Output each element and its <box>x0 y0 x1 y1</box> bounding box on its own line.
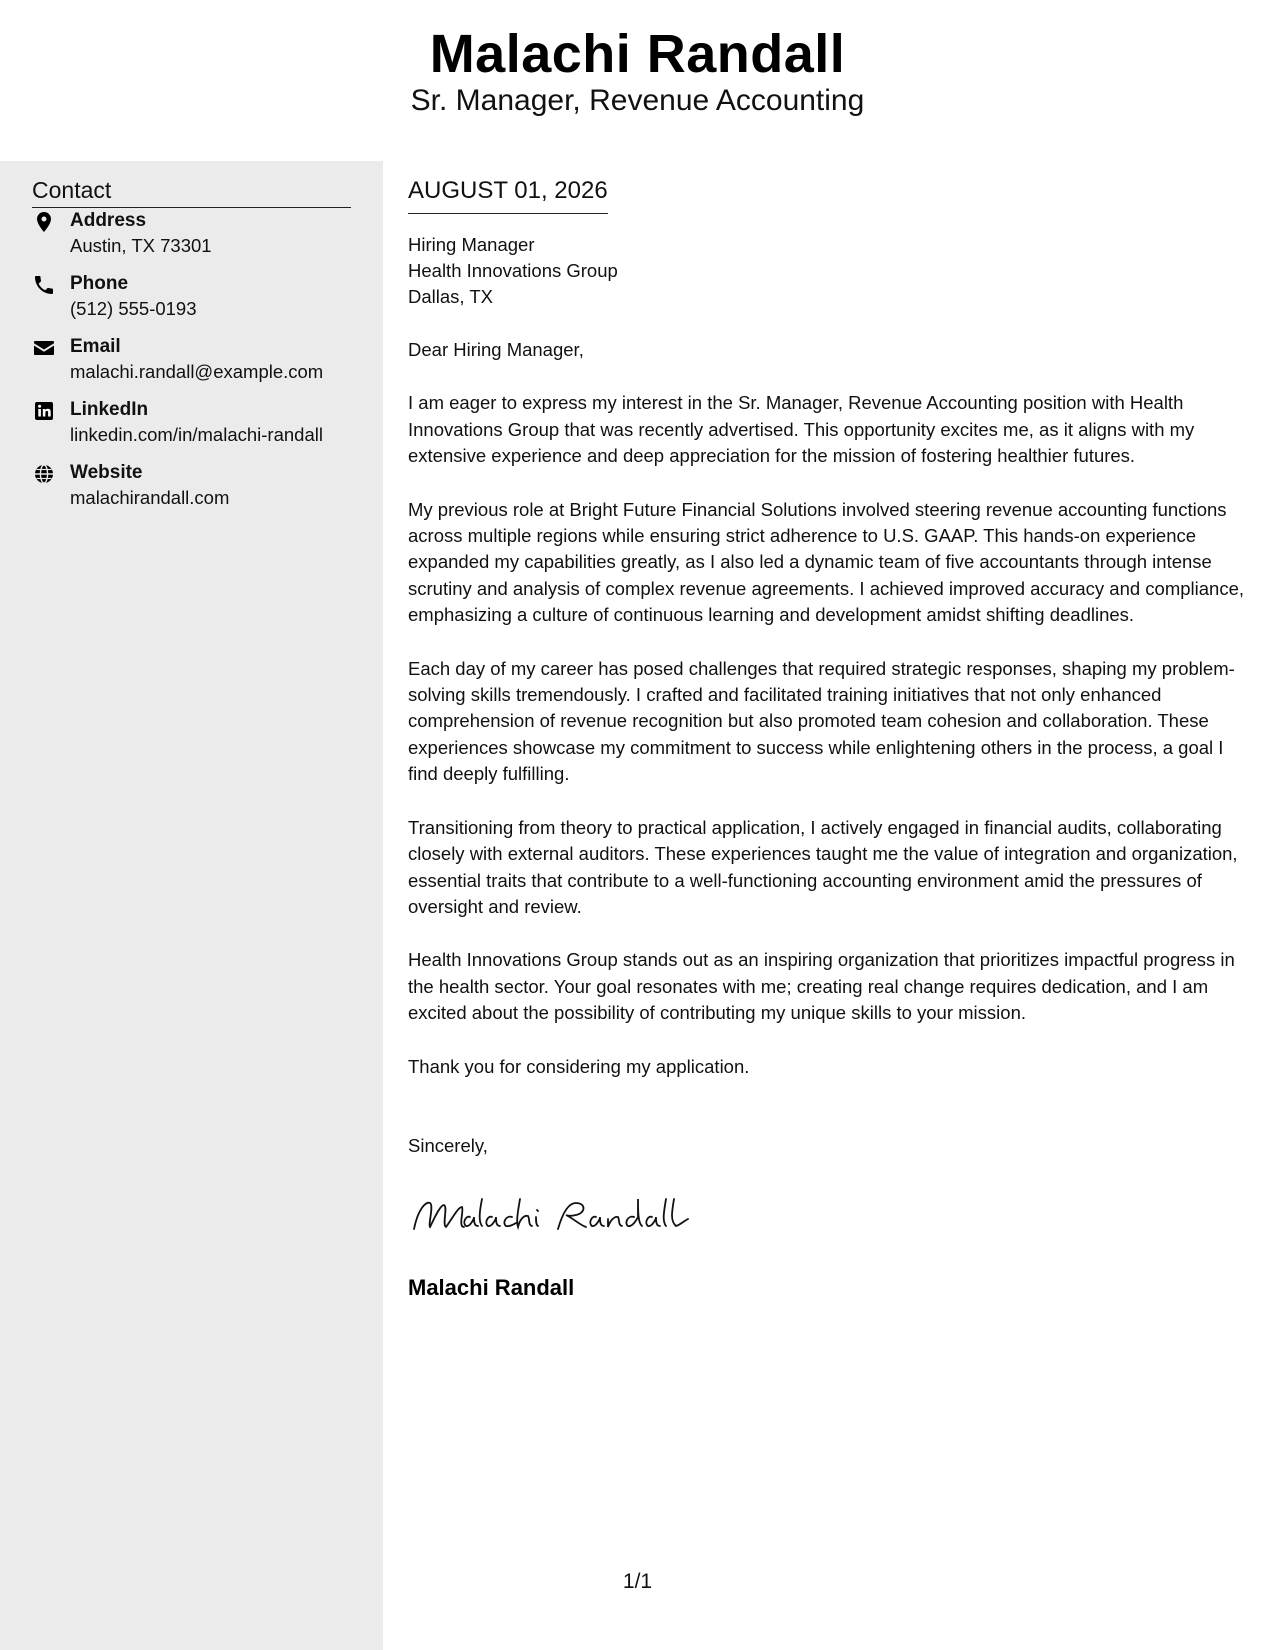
contact-section-title: Contact <box>32 175 351 208</box>
contact-value: malachi.randall@example.com <box>70 361 324 382</box>
letter-header <box>0 0 1275 160</box>
contact-value: (512) 555-0193 <box>70 298 197 319</box>
signature-name: Malachi Randall <box>408 1274 575 1300</box>
map-pin-icon <box>32 210 56 234</box>
body-paragraph: Thank you for considering my application. <box>408 1055 750 1077</box>
globe-icon <box>32 462 56 486</box>
contact-label: Address <box>70 210 147 231</box>
contact-address <box>32 209 362 265</box>
contact-email <box>32 335 362 391</box>
contact-website <box>32 461 362 517</box>
recipient-block <box>408 232 1248 310</box>
contact-phone <box>32 272 362 328</box>
contact-label: Email <box>70 336 121 357</box>
applicant-role: Sr. Manager, Revenue Accounting <box>410 84 865 117</box>
contact-label: LinkedIn <box>70 399 149 420</box>
contact-value: linkedin.com/in/malachi-randall <box>70 424 323 445</box>
letter-body <box>408 175 1248 1302</box>
letter-date: AUGUST 01, 2026 <box>408 175 608 214</box>
salutation: Dear Hiring Manager, <box>408 339 584 360</box>
recipient-location: Dallas, TX <box>408 286 493 307</box>
contact-label: Phone <box>70 273 129 294</box>
envelope-icon <box>32 336 56 360</box>
body-paragraph: Transitioning from theory to practical application, I actively engaged in financial audits, collaborating closely with external auditors. These experiences taught me the value of integration and organization, essential traits that contribute to a well-functioning accounting environment amid the pressures of oversight and review. <box>408 816 1238 917</box>
body-paragraph: My previous role at Bright Future Financial Solutions involved steering revenue accounting functions across multiple regions while ensuring strict adherence to U.S. GAAP. This hands-on experience expanded my capabilities greatly, as I also led a dynamic team of five accountants through intense scrutiny and analysis of complex revenue agreements. I achieved improved accuracy and compliance, emphasizing a culture of continuous learning and development amidst shifting deadlines. <box>408 498 1245 626</box>
contact-value: malachirandall.com <box>70 487 230 508</box>
recipient-title: Hiring Manager <box>408 234 535 255</box>
linkedin-icon <box>32 399 56 423</box>
phone-icon <box>32 273 56 297</box>
contact-value: Austin, TX 73301 <box>70 235 212 256</box>
applicant-name: Malachi Randall <box>429 24 846 84</box>
page-number: 1/1 <box>622 1570 653 1593</box>
contact-linkedin <box>32 398 362 454</box>
handwritten-signature <box>408 1189 708 1241</box>
recipient-company: Health Innovations Group <box>408 260 618 281</box>
body-paragraph: I am eager to express my interest in the Sr. Manager, Revenue Accounting position with Health Innovations Group that was recently advertised. This opportunity excites me, as it aligns with my extensive experience and deep appreciation for the mission of fostering healthier futures. <box>408 392 1195 467</box>
closing: Sincerely, <box>408 1134 488 1156</box>
contact-label: Website <box>70 462 143 483</box>
body-paragraph: Each day of my career has posed challenges that required strategic responses, shaping my problem-solving skills tremendously. I crafted and facilitated training initiatives that not only enhanced comprehension of revenue recognition but also promoted team cohesion and collaboration. These experiences showcase my commitment to success while enlightening others in the process, a goal I find deeply fulfilling. <box>408 657 1235 785</box>
body-paragraph: Health Innovations Group stands out as an inspiring organization that prioritizes impactful progress in the health sector. Your goal resonates with me; creating real change requires dedication, and I am excited about the possibility of contributing my unique skills to your mission. <box>408 949 1235 1024</box>
